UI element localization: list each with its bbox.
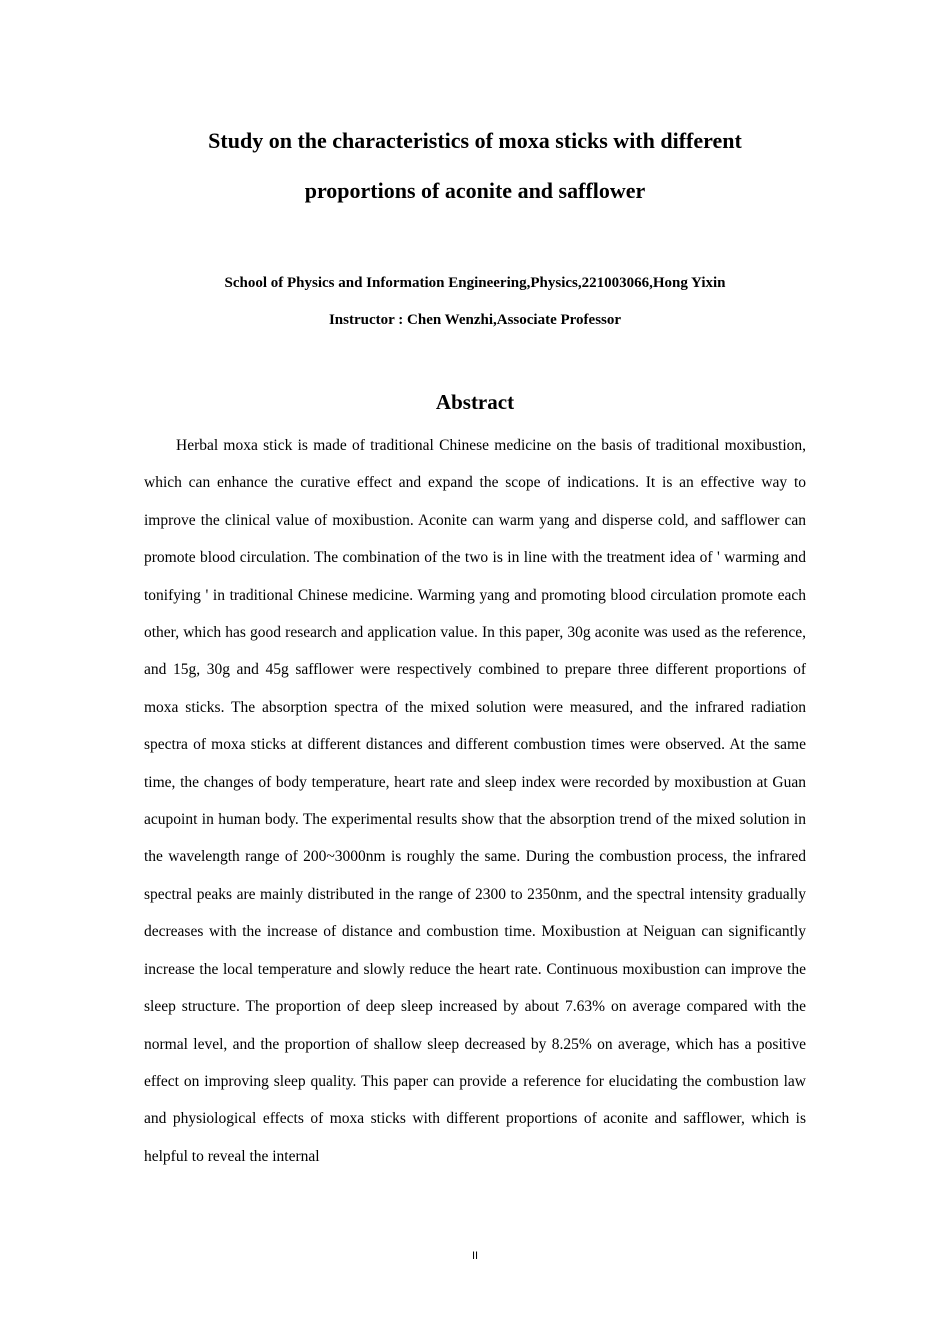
paper-title-line-2: proportions of aconite and safflower [304,178,646,203]
page-number: II [471,1250,479,1262]
abstract-heading: Abstract [435,390,515,414]
author-block [100,265,850,339]
paper-title-line-1: Study on the characteristics of moxa sticks with different [208,128,742,153]
abstract-paragraph: Herbal moxa stick is made of traditional Chinese medicine on the basis of traditional moxibustion, which can enhance the curative effect and expand the scope of indications. It is an effective way to improve the clinical value of moxibustion. Aconite can warm yang and disperse cold, and safflower can promote blood circulation. The combination of the two is in line with the treatment idea of ' warming and tonifying ' in traditional Chinese medicine. Warming yang and promoting blood circulation promote each other, which has good research and application value. In this paper, 30g aconite was used as the reference, and 15g, 30g and 45g safflower were respectively combined to prepare three different proportions of moxa sticks. The absorption spectra of the mixed solution were measured, and the infrared radiation spectra of moxa sticks at different distances and different combustion times were observed. At the same time, the changes of body temperature, heart rate and sleep index were recorded by moxibustion at Guan acupoint in human body. The experimental results show that the absorption trend of the mixed solution in the wavelength range of 200~3000nm is roughly the same. During the combustion process, the infrared spectral peaks are mainly distributed in the range of 2300 to 2350nm, and the spectral intensity gradually decreases with the increase of distance and combustion time. Moxibustion at Neiguan can significantly increase the local temperature and slowly reduce the heart rate. Continuous moxibustion can improve the sleep structure. The proportion of deep sleep increased by about 7.63% on average compared with the normal level, and the proportion of shallow sleep decreased by 8.25% on average, which has a positive effect on improving sleep quality. This paper can provide a reference for elucidating the combustion law and physiological effects of moxa sticks with different proportions of aconite and safflower, which is helpful to reveal the internal [144,437,806,1165]
instructor-line: Instructor : Chen Wenzhi,Associate Professor [328,312,622,328]
author-affiliation: School of Physics and Information Engineering,Physics,221003066,Hong Yixin [224,275,726,291]
paper-title [120,116,830,216]
